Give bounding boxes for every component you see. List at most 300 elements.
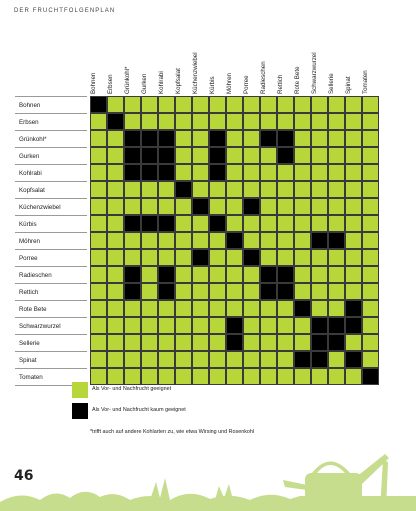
grid-cell-suitable — [243, 113, 260, 130]
column-header: Möhren — [226, 73, 233, 94]
grid-cell-unsuitable — [209, 215, 226, 232]
grid-cell-suitable — [209, 266, 226, 283]
grid-cell-unsuitable — [90, 96, 107, 113]
grid-cell-unsuitable — [124, 164, 141, 181]
column-header: Kohlrabi — [158, 71, 165, 94]
grid-cell-suitable — [277, 113, 294, 130]
grid-cell-suitable — [243, 130, 260, 147]
grid-cell-suitable — [226, 283, 243, 300]
grid-cell-suitable — [294, 215, 311, 232]
grid-cell-suitable — [124, 181, 141, 198]
grid-cell-suitable — [243, 266, 260, 283]
grid-cell-suitable — [192, 232, 209, 249]
grid-cell-suitable — [209, 113, 226, 130]
column-header: Sellerie — [328, 73, 335, 94]
grid-cell-suitable — [90, 317, 107, 334]
grid-cell-suitable — [124, 249, 141, 266]
grid-cell-suitable — [311, 368, 328, 385]
grid-cell-unsuitable — [124, 147, 141, 164]
grid-cell-suitable — [175, 368, 192, 385]
column-header: Rote Bete — [294, 66, 301, 94]
grid-cell-suitable — [345, 130, 362, 147]
row-header: Rote Bete — [15, 301, 87, 318]
grid-cell-suitable — [158, 334, 175, 351]
grid-cell-suitable — [175, 334, 192, 351]
grid-cell-suitable — [294, 334, 311, 351]
garden-silhouette-decoration — [0, 440, 416, 511]
grid-cell-suitable — [175, 232, 192, 249]
grid-cell-unsuitable — [362, 368, 379, 385]
grid-cell-suitable — [226, 164, 243, 181]
grid-cell-suitable — [243, 351, 260, 368]
grid-cell-suitable — [209, 334, 226, 351]
grid-cell-suitable — [328, 368, 345, 385]
grid-cell-suitable — [90, 113, 107, 130]
grid-cell-suitable — [243, 334, 260, 351]
grid-cell-suitable — [345, 249, 362, 266]
column-header: Spinat — [345, 76, 352, 94]
grid-cell-unsuitable — [311, 317, 328, 334]
grid-cell-unsuitable — [175, 181, 192, 198]
grid-cell-suitable — [311, 266, 328, 283]
grid-cell-suitable — [260, 147, 277, 164]
grid-cell-unsuitable — [158, 147, 175, 164]
grid-cell-suitable — [124, 368, 141, 385]
grid-cell-unsuitable — [260, 283, 277, 300]
grid-cell-suitable — [328, 130, 345, 147]
row-header: Bohnen — [15, 97, 87, 114]
column-header: Kürbis — [209, 76, 216, 94]
grid-cell-suitable — [141, 368, 158, 385]
grid-cell-suitable — [124, 334, 141, 351]
grid-cell-suitable — [209, 249, 226, 266]
grid-cell-suitable — [175, 351, 192, 368]
grid-cell-suitable — [124, 198, 141, 215]
grid-cell-unsuitable — [158, 164, 175, 181]
grid-cell-suitable — [260, 368, 277, 385]
grid-cell-suitable — [345, 334, 362, 351]
grid-cell-suitable — [328, 266, 345, 283]
grid-cell-suitable — [192, 181, 209, 198]
grid-cell-suitable — [345, 215, 362, 232]
grid-cell-suitable — [311, 283, 328, 300]
grid-cell-suitable — [345, 164, 362, 181]
grid-cell-suitable — [345, 232, 362, 249]
grid-cell-suitable — [192, 368, 209, 385]
grid-cell-unsuitable — [243, 249, 260, 266]
grid-cell-suitable — [328, 249, 345, 266]
grid-cell-suitable — [311, 164, 328, 181]
grid-cell-suitable — [311, 130, 328, 147]
grid-cell-suitable — [141, 283, 158, 300]
grid-cell-unsuitable — [124, 266, 141, 283]
grid-cell-suitable — [277, 164, 294, 181]
grid-cell-suitable — [243, 317, 260, 334]
grid-cell-suitable — [192, 164, 209, 181]
grid-cell-suitable — [362, 130, 379, 147]
grid-cell-unsuitable — [260, 130, 277, 147]
grid-cell-suitable — [192, 266, 209, 283]
grid-cell-suitable — [277, 198, 294, 215]
crop-rotation-grid — [90, 96, 362, 368]
grid-cell-suitable — [226, 368, 243, 385]
grid-cell-suitable — [362, 147, 379, 164]
grid-cell-suitable — [192, 283, 209, 300]
grid-cell-suitable — [107, 368, 124, 385]
grid-cell-suitable — [243, 147, 260, 164]
grid-cell-suitable — [90, 215, 107, 232]
grid-cell-suitable — [362, 334, 379, 351]
grid-cell-suitable — [328, 215, 345, 232]
grid-cell-suitable — [107, 283, 124, 300]
grid-cell-suitable — [277, 96, 294, 113]
grid-cell-suitable — [107, 300, 124, 317]
grid-cell-suitable — [175, 266, 192, 283]
grid-cell-suitable — [243, 232, 260, 249]
row-header: Rettich — [15, 284, 87, 301]
row-header: Gurken — [15, 148, 87, 165]
grid-cell-unsuitable — [141, 215, 158, 232]
grid-cell-suitable — [277, 232, 294, 249]
grid-cell-suitable — [124, 113, 141, 130]
grid-cell-suitable — [175, 317, 192, 334]
grid-cell-suitable — [277, 300, 294, 317]
grid-cell-suitable — [141, 351, 158, 368]
grid-cell-suitable — [124, 351, 141, 368]
grid-cell-suitable — [294, 368, 311, 385]
grid-cell-suitable — [362, 215, 379, 232]
grid-cell-suitable — [175, 96, 192, 113]
grid-cell-suitable — [328, 351, 345, 368]
grid-cell-suitable — [192, 351, 209, 368]
grid-cell-unsuitable — [328, 317, 345, 334]
grid-cell-suitable — [90, 198, 107, 215]
grid-cell-suitable — [362, 317, 379, 334]
row-header: Spinat — [15, 352, 87, 369]
grid-cell-suitable — [175, 215, 192, 232]
grid-cell-suitable — [209, 232, 226, 249]
grid-cell-suitable — [158, 198, 175, 215]
row-headers — [15, 96, 87, 386]
grid-cell-suitable — [294, 113, 311, 130]
grid-cell-suitable — [107, 249, 124, 266]
grid-cell-unsuitable — [141, 164, 158, 181]
grid-cell-suitable — [243, 164, 260, 181]
grid-cell-suitable — [107, 266, 124, 283]
grid-cell-suitable — [158, 96, 175, 113]
grid-cell-suitable — [141, 300, 158, 317]
grid-cell-unsuitable — [209, 130, 226, 147]
grid-cell-suitable — [175, 283, 192, 300]
grid-cell-unsuitable — [124, 283, 141, 300]
grid-cell-suitable — [141, 266, 158, 283]
grid-cell-suitable — [175, 300, 192, 317]
grid-cell-suitable — [141, 113, 158, 130]
grid-cell-suitable — [175, 113, 192, 130]
grid-cell-suitable — [311, 113, 328, 130]
grid-cell-suitable — [124, 317, 141, 334]
grid-cell-suitable — [226, 249, 243, 266]
grid-cell-suitable — [226, 198, 243, 215]
grid-cell-suitable — [90, 334, 107, 351]
column-header: Grünkohl* — [124, 66, 131, 94]
grid-cell-suitable — [107, 317, 124, 334]
grid-cell-suitable — [90, 368, 107, 385]
grid-cell-suitable — [294, 198, 311, 215]
row-header: Schwarzwurzel — [15, 318, 87, 335]
page-header: DER FRUCHTFOLGENPLAN — [14, 8, 116, 14]
grid-cell-suitable — [311, 215, 328, 232]
grid-cell-suitable — [294, 266, 311, 283]
grid-cell-suitable — [277, 317, 294, 334]
grid-cell-suitable — [90, 130, 107, 147]
grid-cell-suitable — [90, 351, 107, 368]
grid-cell-suitable — [90, 266, 107, 283]
grid-cell-suitable — [226, 130, 243, 147]
grid-cell-suitable — [328, 113, 345, 130]
grid-cell-suitable — [107, 198, 124, 215]
grid-cell-suitable — [294, 147, 311, 164]
column-header: Bohnen — [90, 72, 97, 94]
column-header: Rettich — [277, 74, 284, 94]
grid-cell-suitable — [294, 164, 311, 181]
grid-cell-unsuitable — [277, 283, 294, 300]
grid-cell-suitable — [141, 96, 158, 113]
grid-cell-suitable — [141, 249, 158, 266]
grid-cell-suitable — [345, 113, 362, 130]
row-header: Porree — [15, 250, 87, 267]
grid-cell-suitable — [345, 198, 362, 215]
grid-cell-suitable — [107, 334, 124, 351]
grid-cell-suitable — [141, 232, 158, 249]
grid-cell-suitable — [124, 96, 141, 113]
grid-cell-suitable — [277, 351, 294, 368]
row-header: Sellerie — [15, 335, 87, 352]
grid-cell-suitable — [107, 164, 124, 181]
grid-cell-suitable — [311, 198, 328, 215]
grid-cell-suitable — [328, 147, 345, 164]
grid-cell-suitable — [226, 215, 243, 232]
grid-cell-suitable — [192, 317, 209, 334]
grid-cell-suitable — [311, 249, 328, 266]
grid-cell-suitable — [158, 232, 175, 249]
grid-cell-unsuitable — [124, 215, 141, 232]
column-header: Tomaten — [362, 70, 369, 94]
grid-cell-suitable — [362, 351, 379, 368]
grid-cell-suitable — [141, 181, 158, 198]
grid-cell-unsuitable — [141, 130, 158, 147]
row-header: Grünkohl* — [15, 131, 87, 148]
grid-cell-unsuitable — [158, 266, 175, 283]
grid-cell-suitable — [345, 283, 362, 300]
grid-cell-suitable — [328, 300, 345, 317]
grid-cell-unsuitable — [345, 300, 362, 317]
row-header: Küchenzwiebel — [15, 199, 87, 216]
row-header: Tomaten — [15, 369, 87, 386]
grid-cell-suitable — [209, 96, 226, 113]
grid-cell-suitable — [243, 181, 260, 198]
column-header: Kopfsalat — [175, 68, 182, 94]
grid-cell-suitable — [192, 147, 209, 164]
grid-cell-suitable — [362, 266, 379, 283]
grid-cell-suitable — [345, 147, 362, 164]
grid-cell-suitable — [158, 249, 175, 266]
grid-cell-suitable — [209, 283, 226, 300]
grid-cell-suitable — [158, 317, 175, 334]
grid-cell-suitable — [158, 113, 175, 130]
grid-cell-unsuitable — [294, 300, 311, 317]
grid-cell-unsuitable — [107, 113, 124, 130]
grid-cell-unsuitable — [345, 317, 362, 334]
grid-cell-unsuitable — [311, 334, 328, 351]
grid-cell-suitable — [294, 317, 311, 334]
grid-cell-unsuitable — [158, 215, 175, 232]
grid-cell-suitable — [294, 96, 311, 113]
grid-cell-unsuitable — [243, 198, 260, 215]
grid-cell-suitable — [192, 130, 209, 147]
grid-cell-suitable — [243, 283, 260, 300]
row-header: Kohlrabi — [15, 165, 87, 182]
grid-cell-suitable — [294, 181, 311, 198]
grid-cell-suitable — [226, 113, 243, 130]
grid-cell-suitable — [90, 283, 107, 300]
grid-cell-suitable — [90, 164, 107, 181]
grid-cell-suitable — [209, 198, 226, 215]
grid-cell-suitable — [107, 147, 124, 164]
legend-good-swatch — [72, 382, 88, 398]
grid-cell-suitable — [226, 300, 243, 317]
grid-cell-suitable — [175, 130, 192, 147]
grid-cell-suitable — [141, 317, 158, 334]
grid-cell-unsuitable — [158, 130, 175, 147]
grid-cell-suitable — [328, 283, 345, 300]
grid-cell-suitable — [260, 96, 277, 113]
grid-cell-unsuitable — [277, 147, 294, 164]
column-header: Gurken — [141, 73, 148, 94]
grid-cell-unsuitable — [328, 232, 345, 249]
grid-cell-suitable — [345, 181, 362, 198]
grid-cell-suitable — [260, 351, 277, 368]
grid-cell-suitable — [362, 113, 379, 130]
grid-cell-unsuitable — [209, 147, 226, 164]
grid-cell-suitable — [260, 113, 277, 130]
grid-cell-suitable — [209, 351, 226, 368]
grid-cell-suitable — [362, 198, 379, 215]
grid-cell-suitable — [107, 130, 124, 147]
grid-cell-unsuitable — [294, 351, 311, 368]
row-header: Möhren — [15, 233, 87, 250]
grid-cell-suitable — [243, 300, 260, 317]
grid-cell-suitable — [277, 215, 294, 232]
column-header: Schwarzwurzel — [311, 52, 318, 94]
column-header: Porree — [243, 75, 250, 94]
page-number: 46 — [14, 468, 34, 484]
grid-cell-suitable — [277, 181, 294, 198]
grid-cell-suitable — [226, 147, 243, 164]
grid-cell-unsuitable — [192, 198, 209, 215]
grid-cell-suitable — [90, 249, 107, 266]
grid-cell-unsuitable — [226, 317, 243, 334]
grid-cell-suitable — [175, 249, 192, 266]
grid-cell-suitable — [107, 351, 124, 368]
grid-cell-suitable — [277, 368, 294, 385]
grid-cell-suitable — [141, 334, 158, 351]
grid-cell-unsuitable — [226, 334, 243, 351]
grid-cell-unsuitable — [311, 351, 328, 368]
grid-cell-unsuitable — [209, 164, 226, 181]
column-header: Radieschen — [260, 61, 267, 94]
grid-cell-suitable — [90, 147, 107, 164]
column-header: Erbsen — [107, 74, 114, 94]
grid-cell-suitable — [243, 96, 260, 113]
legend-good-label: Als Vor- und Nachfrucht geeignet — [92, 386, 172, 392]
grid-cell-unsuitable — [260, 266, 277, 283]
grid-cell-suitable — [209, 317, 226, 334]
grid-cell-suitable — [226, 181, 243, 198]
grid-cell-unsuitable — [328, 334, 345, 351]
legend-bad-label: Als Vor- und Nachfrucht kaum geeignet — [92, 407, 186, 413]
grid-cell-suitable — [362, 232, 379, 249]
grid-cell-unsuitable — [345, 351, 362, 368]
grid-cell-suitable — [294, 232, 311, 249]
grid-cell-suitable — [260, 215, 277, 232]
grid-cell-suitable — [192, 215, 209, 232]
grid-cell-suitable — [192, 300, 209, 317]
grid-cell-suitable — [90, 181, 107, 198]
grid-cell-suitable — [90, 232, 107, 249]
grid-cell-suitable — [260, 164, 277, 181]
grid-cell-suitable — [175, 164, 192, 181]
grid-cell-suitable — [362, 96, 379, 113]
grid-cell-unsuitable — [141, 147, 158, 164]
grid-cell-suitable — [260, 300, 277, 317]
grid-cell-unsuitable — [158, 283, 175, 300]
row-header: Kopfsalat — [15, 182, 87, 199]
grid-cell-suitable — [192, 113, 209, 130]
grid-cell-suitable — [277, 249, 294, 266]
legend-bad-swatch — [72, 403, 88, 419]
grid-cell-suitable — [362, 164, 379, 181]
grid-cell-suitable — [311, 147, 328, 164]
grid-cell-unsuitable — [124, 130, 141, 147]
grid-cell-suitable — [107, 96, 124, 113]
grid-cell-suitable — [345, 96, 362, 113]
grid-cell-suitable — [328, 181, 345, 198]
grid-cell-suitable — [226, 266, 243, 283]
grid-cell-unsuitable — [311, 232, 328, 249]
footnote: *trifft auch auf andere Kohlarten zu, wie etwa Wirsing und Rosenkohl — [90, 429, 255, 435]
grid-cell-suitable — [158, 368, 175, 385]
grid-cell-suitable — [209, 181, 226, 198]
grid-cell-suitable — [311, 96, 328, 113]
grid-cell-suitable — [226, 96, 243, 113]
grid-cell-suitable — [328, 96, 345, 113]
column-header: Küchenzwiebel — [192, 52, 199, 94]
grid-cell-suitable — [362, 181, 379, 198]
grid-cell-suitable — [141, 198, 158, 215]
grid-cell-suitable — [362, 300, 379, 317]
grid-cell-suitable — [362, 283, 379, 300]
row-header: Kürbis — [15, 216, 87, 233]
grid-cell-suitable — [192, 334, 209, 351]
grid-cell-suitable — [107, 232, 124, 249]
grid-cell-suitable — [124, 232, 141, 249]
grid-cell-suitable — [345, 368, 362, 385]
grid-cell-suitable — [328, 164, 345, 181]
grid-cell-suitable — [175, 147, 192, 164]
grid-cell-suitable — [243, 368, 260, 385]
grid-cell-unsuitable — [192, 249, 209, 266]
